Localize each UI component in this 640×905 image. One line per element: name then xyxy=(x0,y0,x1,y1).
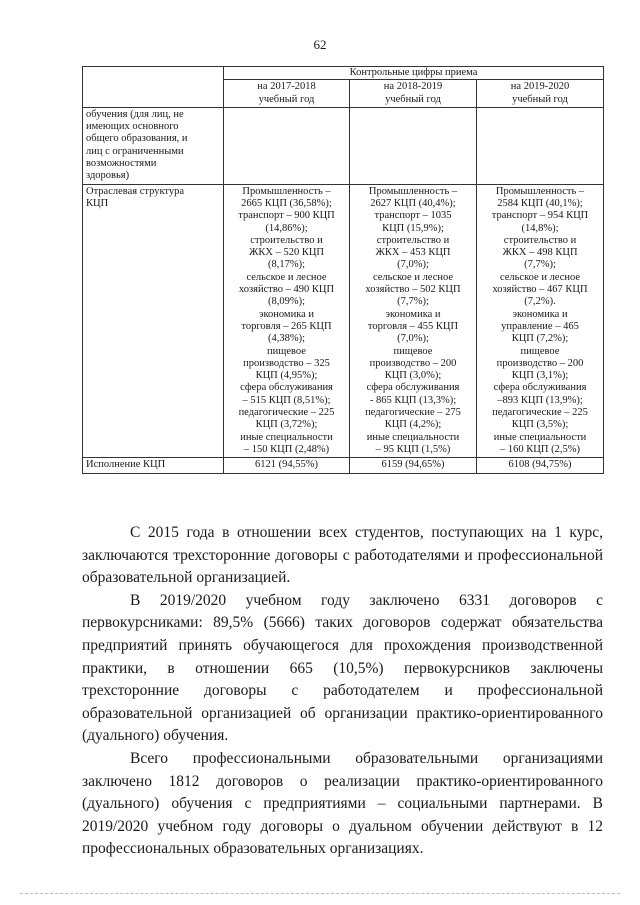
cell-line: Отраслевая структура xyxy=(86,185,185,197)
cell-line: производство – 200 xyxy=(369,357,457,369)
cell-line: педагогические – 225 xyxy=(492,407,588,419)
cell-line: Промышленность – xyxy=(495,185,585,197)
cell-line: иные специальности xyxy=(493,431,587,443)
cell-line: экономика и xyxy=(385,308,441,320)
cell-line: – 515 КЦП (8,51%); xyxy=(242,394,331,406)
cell-line: (4,38%); xyxy=(267,333,306,345)
cell-line: здоровья) xyxy=(86,170,130,182)
header-group-title: Контрольные цифры приема xyxy=(224,67,604,80)
cell-line: КЦП (7,2%); xyxy=(511,333,569,345)
cell-line: - 865 КЦП (13,3%); xyxy=(369,394,457,406)
cell-line: производство – 325 xyxy=(243,357,330,369)
cell-line: КЦП (4,2%); xyxy=(384,419,442,431)
row-label-structure xyxy=(83,184,224,458)
structure-cell xyxy=(477,184,604,458)
cell-line: иные специальности xyxy=(366,431,460,443)
cell-line: (7,0%); xyxy=(397,333,429,345)
cell-line: экономика и xyxy=(512,308,568,320)
cell-line: строительство и xyxy=(503,234,577,246)
row-label-total: Исполнение КЦП xyxy=(83,458,224,473)
table-cell xyxy=(224,107,350,184)
table-row xyxy=(83,184,604,458)
cell-line: хозяйство – 490 КЦП xyxy=(238,284,335,296)
table-cell xyxy=(350,107,477,184)
cell-line: строительство и xyxy=(250,234,323,246)
cell-line: возможностями xyxy=(86,158,157,170)
header-year: на 2018-2019 учебный год xyxy=(350,80,477,108)
cell-line: общего образования, и xyxy=(86,133,188,145)
table-row xyxy=(83,458,604,473)
cell-line: сфера обслуживания xyxy=(240,382,333,394)
body-text xyxy=(82,522,603,861)
cell-line: (14,8%); xyxy=(521,222,559,234)
structure-cell xyxy=(350,184,477,458)
cell-line: сельское и лесное xyxy=(246,271,327,283)
cell-line: КЦП (4,95%); xyxy=(255,370,318,382)
cell-line: – 150 КЦП (2,48%) xyxy=(243,443,330,455)
cell-line: хозяйство – 467 КЦП xyxy=(492,284,588,296)
cell-line: строительство и xyxy=(376,234,450,246)
total-cell: 6121 (94,55%) xyxy=(224,458,350,473)
total-cell: 6159 (94,65%) xyxy=(350,458,477,473)
cell-line: (8,09%); xyxy=(267,296,306,308)
header-year: на 2019-2020 учебный год xyxy=(477,80,604,108)
cell-line: хозяйство – 502 КЦП xyxy=(365,284,461,296)
page-bottom-divider xyxy=(20,893,620,894)
cell-line: пищевое xyxy=(393,345,433,357)
paragraph: С 2015 года в отношении всех студентов, поступающих на 1 курс, заключаются трехсторонние договоры с работодателями и профессиональной образовательной организацией. xyxy=(82,524,603,587)
header-empty-cell xyxy=(83,67,224,108)
page-number: 62 xyxy=(313,37,327,52)
cell-line: 2665 КЦП (36,58%); xyxy=(241,197,332,209)
table-cell xyxy=(477,107,604,184)
cell-line: транспорт – 900 КЦП xyxy=(238,210,335,222)
cell-line: КЦП (3,0%); xyxy=(384,370,442,382)
cell-line: транспорт – 1035 xyxy=(374,210,452,222)
cell-line: иные специальности xyxy=(240,431,333,443)
cell-line: ЖКХ – 520 КЦП xyxy=(248,247,325,259)
cell-line: торговля – 455 КЦП xyxy=(367,320,459,332)
cell-line: КЦП xyxy=(86,197,109,209)
cell-line: пищевое xyxy=(520,345,560,357)
cell-line: КЦП (3,1%); xyxy=(511,370,569,382)
cell-line: КЦП (3,72%); xyxy=(255,419,318,431)
cell-line: педагогические – 225 xyxy=(238,407,335,419)
cell-line: ЖКХ – 453 КЦП xyxy=(375,247,451,259)
cell-line: (7,2%). xyxy=(524,296,556,308)
cell-line: – 160 КЦП (2,5%) xyxy=(500,443,580,455)
cell-line: производство – 200 xyxy=(496,357,584,369)
cell-line: транспорт – 954 КЦП xyxy=(491,210,589,222)
paragraph: Всего профессиональными образовательными организациями заключено 1812 договоров о реализации практико-ориентированного (дуального) обучения с предприятиями – социальными партнерами. В 2019/2020 учебном году договоры о дуальном обучении действуют в 12 профессиональных образовательных организациях. xyxy=(82,749,603,858)
cell-line: (8,17%); xyxy=(267,259,306,271)
cell-line: – 95 КЦП (1,5%) xyxy=(375,443,451,455)
cell-line: КЦП (3,5%); xyxy=(511,419,569,431)
total-cell: 6108 (94,75%) xyxy=(477,458,604,473)
cell-line: сфера обслуживания xyxy=(366,382,460,394)
cell-line: (7,0%); xyxy=(397,259,429,271)
cell-line: сельское и лесное xyxy=(499,271,581,283)
table-row xyxy=(83,107,604,184)
cell-line: пищевое xyxy=(267,345,306,357)
cell-line: Промышленность – xyxy=(242,185,331,197)
cell-line: управление – 465 xyxy=(501,320,579,332)
cell-line: –893 КЦП (13,9%); xyxy=(497,394,583,406)
cell-line: (7,7%); xyxy=(524,259,556,271)
cell-line: имеющих основного xyxy=(86,121,179,133)
cell-line: обучения (для лиц, не xyxy=(86,108,184,120)
cell-line: 2627 КЦП (40,4%); xyxy=(370,197,456,209)
cell-line: (7,7%); xyxy=(397,296,429,308)
cell-line: КЦП (15,9%); xyxy=(382,222,444,234)
cell-line: сельское и лесное xyxy=(372,271,454,283)
cell-line: (14,86%); xyxy=(265,222,308,234)
cell-line: экономика и xyxy=(258,308,315,320)
cell-line: торговля – 265 КЦП xyxy=(241,320,332,332)
cell-line: 2584 КЦП (40,1%); xyxy=(497,197,583,209)
row-label-continued xyxy=(83,107,224,184)
paragraph: В 2019/2020 учебном году заключено 6331 договоров с первокурсниками: 89,5% (5666) таких договоров содержат обязательства предприятий принять обучающегося для прохождения производственной практики, в отношении 665 (10,5%) первокурсников заключены трехсторонние договоры с работодателем и профессиональной образовательной организацией об организации практико-ориентированного (дуального) обучения. xyxy=(82,591,603,745)
cell-line: педагогические – 275 xyxy=(365,407,461,419)
table-header-row xyxy=(83,67,604,80)
header-year: на 2017-2018 учебный год xyxy=(224,80,350,108)
cell-line: ЖКХ – 498 КЦП xyxy=(502,247,578,259)
cell-line: лиц с ограниченными xyxy=(86,145,184,157)
cell-line: сфера обслуживания xyxy=(493,382,587,394)
cell-line: Промышленность – xyxy=(368,185,458,197)
admission-figures-table xyxy=(82,66,604,474)
structure-cell xyxy=(224,184,350,458)
